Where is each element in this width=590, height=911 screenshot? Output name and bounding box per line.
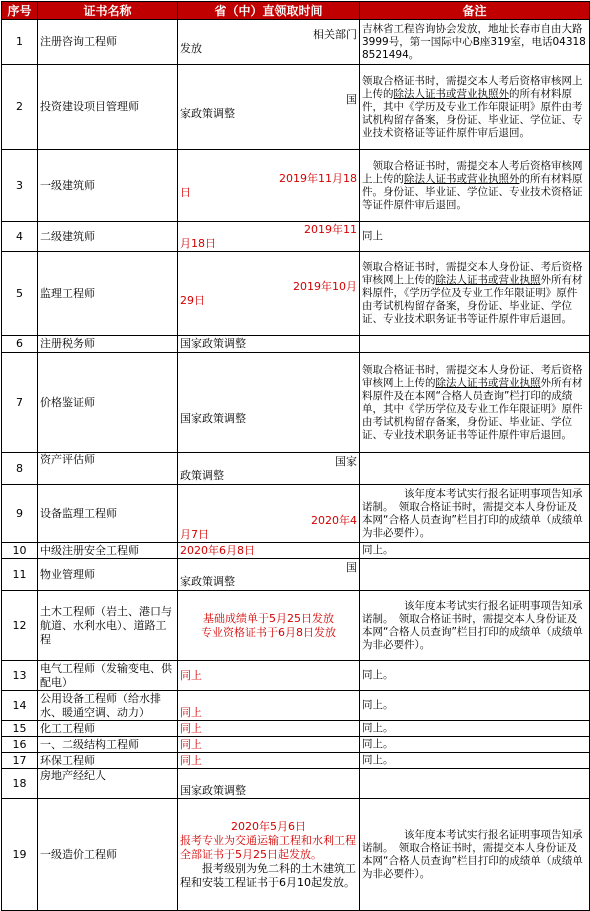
table-row xyxy=(2,65,590,150)
row-note: 同上。 xyxy=(360,661,590,691)
row-name: 二级建筑师 xyxy=(38,222,178,252)
row-time xyxy=(178,559,360,591)
table-row xyxy=(2,353,590,453)
table-row xyxy=(2,252,590,336)
row-time: 国家政策调整 xyxy=(178,353,360,453)
header-no: 序号 xyxy=(2,2,38,20)
row-time: 2020年6月8日 xyxy=(178,543,360,559)
row-time: 同上 xyxy=(178,661,360,691)
row-time: 国家政策调整 xyxy=(178,336,360,353)
time-part: 月18日 xyxy=(180,236,216,250)
row-name: 监理工程师 xyxy=(38,252,178,336)
header-name: 证书名称 xyxy=(38,2,178,20)
row-no: 16 xyxy=(2,737,38,753)
row-no: 7 xyxy=(2,353,38,453)
table-row xyxy=(2,150,590,222)
row-name: 物业管理师 xyxy=(38,559,178,591)
time-part: 2020年4 xyxy=(311,514,357,527)
note-part: 外所有材料原件，《学历学位及专业工作年限证明》原件由考试机构留存备案，身份证、毕业证、学位证、专业技术职务证书等证件原件审后退回。 xyxy=(362,274,583,325)
time-part: 专业资格证书于6月8日发放 xyxy=(201,625,336,639)
row-note: 吉林省工程咨询协会发放，地址长春市自由大路3999号，第一国际中心B座319室，电话043188521494。 xyxy=(360,20,590,65)
row-name: 设备监理工程师 xyxy=(38,485,178,543)
row-note xyxy=(360,559,590,591)
row-no: 18 xyxy=(2,769,38,799)
row-note: 同上。 xyxy=(360,691,590,721)
note-part: 的所有材料原件。身份证、毕业证、学位证、专业技术资格证等证件原件审后退回。 xyxy=(362,172,583,211)
row-note xyxy=(360,769,590,799)
row-no: 11 xyxy=(2,559,38,591)
row-name: 资产评估师 xyxy=(38,453,178,485)
note-part: 领取合格证书时，需提交本人身份证、考后资格审核网上上传的 xyxy=(362,261,583,286)
row-note xyxy=(360,485,590,543)
row-name: 环保工程师 xyxy=(38,753,178,769)
time-part: 国 xyxy=(346,560,357,574)
row-time xyxy=(178,252,360,336)
table-row xyxy=(2,753,590,769)
row-no: 5 xyxy=(2,252,38,336)
table-row xyxy=(2,453,590,485)
row-no: 14 xyxy=(2,691,38,721)
table-row xyxy=(2,336,590,353)
row-note xyxy=(360,353,590,453)
note-underlined: 除法人证书或营业执照外 xyxy=(404,172,520,185)
table-row xyxy=(2,222,590,252)
table-row xyxy=(2,799,590,911)
row-note: 同上 xyxy=(360,222,590,252)
time-part: 国家 xyxy=(335,454,357,468)
note-part: 领取合格证书时，需提交本人考后资格审核网上上传的 xyxy=(362,159,583,185)
row-no: 2 xyxy=(2,65,38,150)
time-part: 2019年11 xyxy=(304,222,357,236)
time-part: 基础成绩单于5月25日发放 xyxy=(203,611,334,625)
time-part: 报考级别为免二科的土木建筑工程和安装工程证书于6月10起发放。 xyxy=(180,861,356,889)
row-name: 电气工程师（发输变电、供配电） xyxy=(38,661,178,691)
row-time xyxy=(178,65,360,150)
note-underlined: 除法人证书或营业执照外 xyxy=(393,87,509,100)
row-name: 注册咨询工程师 xyxy=(38,20,178,65)
header-time: 省（中）直领取时间 xyxy=(178,2,360,20)
row-no: 19 xyxy=(2,799,38,911)
row-no: 1 xyxy=(2,20,38,65)
row-name: 公用设备工程师（给水排水、暖通空调、动力） xyxy=(38,691,178,721)
note-part: 的所有材料原件，其中《学历及专业工作年限证明》原件由考试机构留存备案，身份证、毕业证、学位证、专业技术资格证等证件原件审后退回。 xyxy=(362,87,583,139)
row-name: 一、二级结构工程师 xyxy=(38,737,178,753)
table-row xyxy=(2,737,590,753)
time-part: 月7日 xyxy=(180,528,209,541)
row-note xyxy=(360,336,590,353)
table-row xyxy=(2,721,590,737)
note-part: 领取合格证书时，需提交本人考后资格审核网上上传的 xyxy=(362,74,583,100)
row-time xyxy=(178,591,360,661)
table-row xyxy=(2,559,590,591)
time-part: 报考专业为交通运输工程和水利工程全部证书于5月25日起发放。 xyxy=(180,833,356,861)
row-time xyxy=(178,485,360,543)
row-no: 10 xyxy=(2,543,38,559)
row-time: 同上 xyxy=(178,753,360,769)
row-name: 注册税务师 xyxy=(38,336,178,353)
time-part: 国 xyxy=(346,93,357,106)
note-part: “合格人员查询”栏目打印的成绩单（成绩单为非必要件）。 xyxy=(362,513,583,539)
time-part: 2020年5月6日 xyxy=(231,819,306,833)
row-name: 房地产经纪人 xyxy=(38,769,178,799)
table-row xyxy=(2,661,590,691)
row-time: 同上 xyxy=(178,737,360,753)
row-time xyxy=(178,150,360,222)
row-note: 同上。 xyxy=(360,721,590,737)
row-note xyxy=(360,252,590,336)
time-part: 政策调整 xyxy=(180,468,224,482)
row-note: 同上。 xyxy=(360,737,590,753)
row-name: 价格鉴证师 xyxy=(38,353,178,453)
time-part: 家政策调整 xyxy=(180,107,235,120)
row-time xyxy=(178,222,360,252)
row-note: 该年度本考试实行报名证明事项告知承诺制。 领取合格证书时，需提交本人身份证及本网“合格人员查询”栏目打印的成绩单（成绩单为非必要件）。 xyxy=(360,591,590,661)
time-part: 发放 xyxy=(180,42,202,55)
row-time: 国家政策调整 xyxy=(178,769,360,799)
row-note xyxy=(360,65,590,150)
row-no: 17 xyxy=(2,753,38,769)
row-time xyxy=(178,20,360,65)
table-row xyxy=(2,591,590,661)
row-name: 一级造价工程师 xyxy=(38,799,178,911)
row-name: 一级建筑师 xyxy=(38,150,178,222)
note-underlined: 除法人证书或营业执照 xyxy=(435,376,541,389)
row-name: 投资建设项目管理师 xyxy=(38,65,178,150)
row-no: 9 xyxy=(2,485,38,543)
row-no: 12 xyxy=(2,591,38,661)
header-row xyxy=(2,2,590,20)
row-name: 中级注册安全工程师 xyxy=(38,543,178,559)
row-note: 同上。 xyxy=(360,543,590,559)
row-no: 6 xyxy=(2,336,38,353)
row-no: 15 xyxy=(2,721,38,737)
row-time: 同上 xyxy=(178,691,360,721)
row-name: 化工工程师 xyxy=(38,721,178,737)
time-part: 2019年11月18 xyxy=(279,171,357,185)
row-no: 3 xyxy=(2,150,38,222)
row-no: 13 xyxy=(2,661,38,691)
time-part: 2019年10月 xyxy=(293,279,357,293)
header-note: 备注 xyxy=(360,2,590,20)
table-row xyxy=(2,543,590,559)
note-part: 领取合格证书时，需提交本人身份证、考后资格审核网上上传的 xyxy=(362,363,583,389)
note-part: 外所有材料原件及在本网“合格人员查询”栏打印的成绩单，其中《学历学位及专业工作年限证明》原件由考试机构留存备案，身份证、毕业证、学位证、专业技术职务证书等证件原件审后退回。 xyxy=(362,376,583,441)
table-row xyxy=(2,485,590,543)
table-row xyxy=(2,769,590,799)
note-underlined: 除法人证书或营业执照 xyxy=(435,274,541,286)
table-row xyxy=(2,20,590,65)
time-part: 日 xyxy=(180,185,191,199)
table-row xyxy=(2,691,590,721)
certificate-table xyxy=(1,1,590,911)
row-no: 8 xyxy=(2,453,38,485)
time-part: 家政策调整 xyxy=(180,574,235,588)
row-no: 4 xyxy=(2,222,38,252)
row-time: 同上 xyxy=(178,721,360,737)
note-part: 该年度本考试实行报名证明事项告知承诺制。 领取合格证书时，需提交本人身份证及本网 xyxy=(362,487,583,526)
row-note: 同上。 xyxy=(360,753,590,769)
row-name: 土木工程师（岩土、港口与航道、水利水电）、道路工程 xyxy=(38,591,178,661)
row-time xyxy=(178,799,360,911)
time-part: 29日 xyxy=(180,293,205,307)
row-time xyxy=(178,453,360,485)
time-part: 相关部门 xyxy=(313,28,357,41)
row-note: 该年度本考试实行报名证明事项告知承诺制。 领取合格证书时，需提交本人身份证及本网“合格人员查询”栏目打印的成绩单（成绩单为非必要件）。 xyxy=(360,799,590,911)
row-note xyxy=(360,150,590,222)
row-note xyxy=(360,453,590,485)
